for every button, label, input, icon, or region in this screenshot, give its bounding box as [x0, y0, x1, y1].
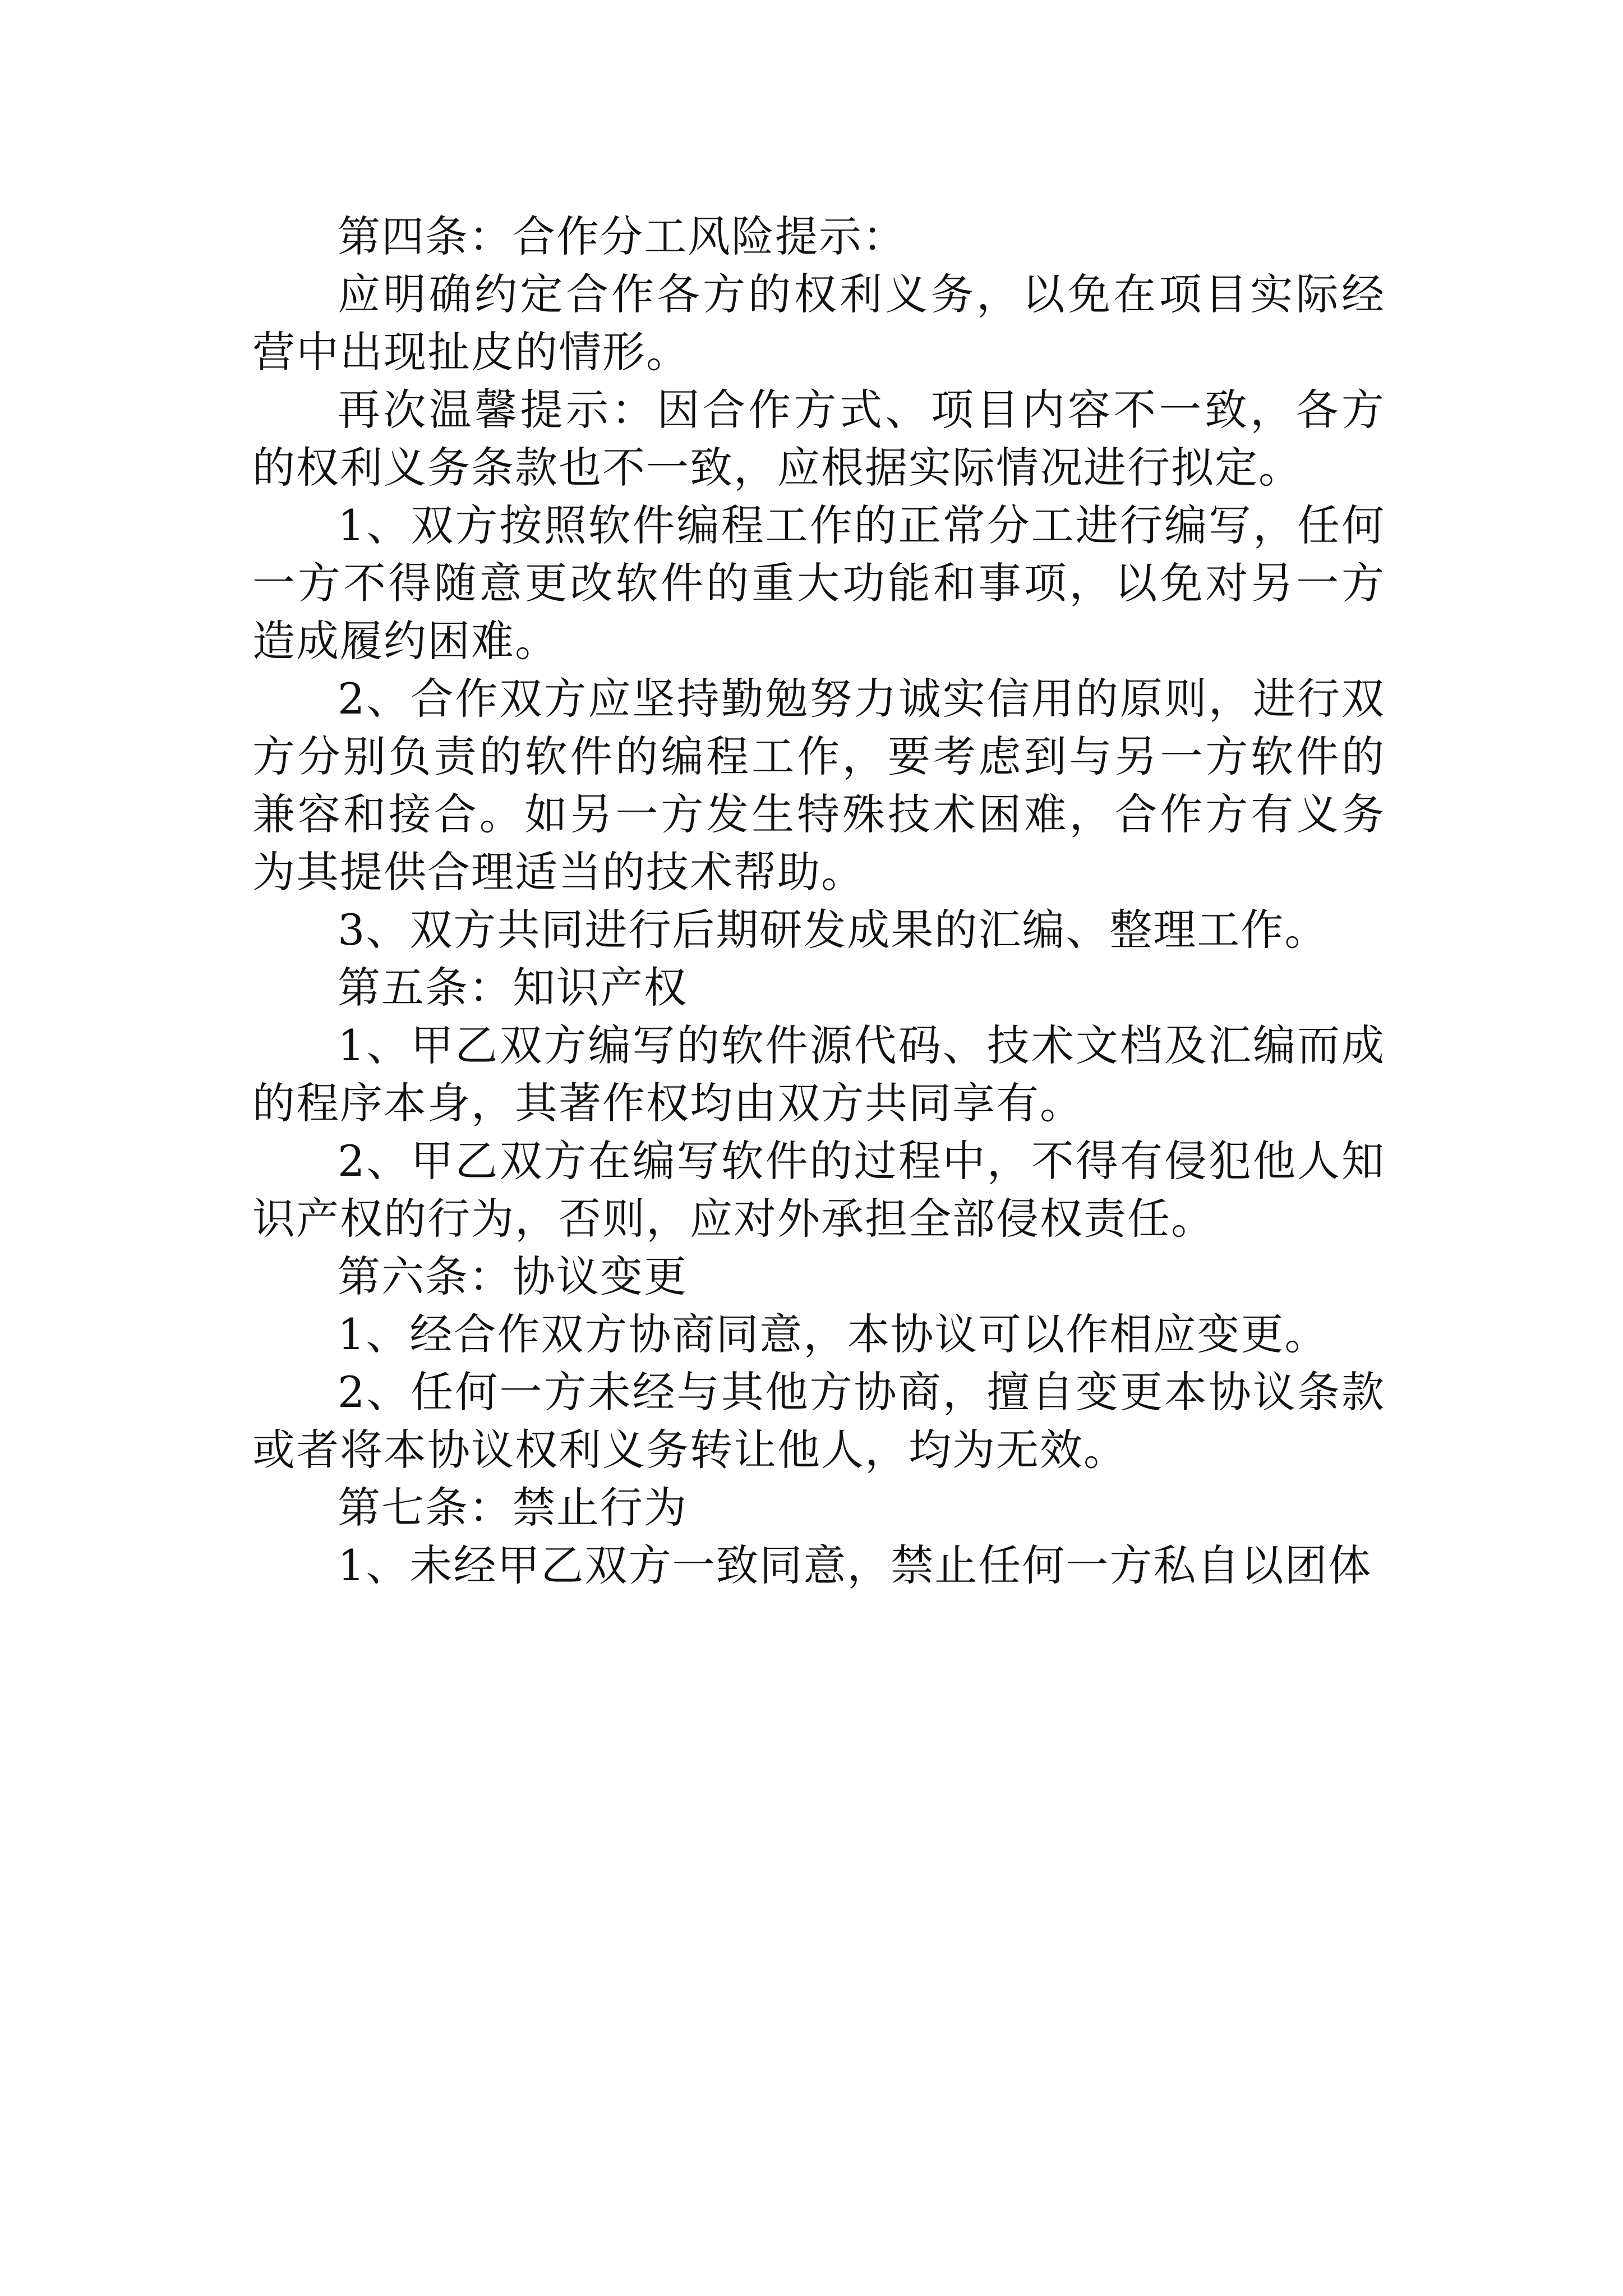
clause-item: 3、双方共同进行后期研发成果的汇编、整理工作。 [338, 905, 1329, 955]
clause-item: 1、甲乙双方编写的软件源代码、技术文档及汇编而成的程序本身，其著作权均由双方共同享有。 [252, 1020, 1385, 1128]
paragraph: 应明确约定合作各方的权利义务，以免在项目实际经营中出现扯皮的情形。 [252, 269, 1385, 377]
clause-item: 2、合作双方应坚持勤勉努力诚实信用的原则，进行双方分别负责的软件的编程工作，要考虑到与另一方软件的兼容和接合。如另一方发生特殊技术困难，合作方有义务为其提供合理适当的技术帮助。 [252, 674, 1385, 897]
paragraph: 再次温馨提示：因合作方式、项目内容不一致，各方的权利义务条款也不一致，应根据实际情况进行拟定。 [252, 385, 1385, 493]
section-heading-7: 第七条：禁止行为 [338, 1483, 688, 1533]
section-heading-4: 第四条：合作分工风险提示： [338, 211, 906, 261]
clause-item: 1、未经甲乙双方一致同意，禁止任何一方私自以团体 [338, 1540, 1372, 1590]
section-heading-5: 第五条：知识产权 [338, 963, 688, 1013]
section-heading-6: 第六条：协议变更 [338, 1251, 688, 1301]
document-body [252, 208, 1385, 1594]
clause-item: 2、任何一方未经与其他方协商，擅自变更本协议条款或者将本协议权利义务转让他人，均为无效。 [252, 1367, 1385, 1475]
clause-item: 1、经合作双方协商同意，本协议可以作相应变更。 [338, 1309, 1329, 1359]
clause-item: 1、双方按照软件编程工作的正常分工进行编写，任何一方不得随意更改软件的重大功能和事项，以免对另一方造成履约困难。 [252, 500, 1385, 666]
clause-item: 2、甲乙双方在编写软件的过程中，不得有侵犯他人知识产权的行为，否则，应对外承担全部侵权责任。 [252, 1136, 1385, 1244]
